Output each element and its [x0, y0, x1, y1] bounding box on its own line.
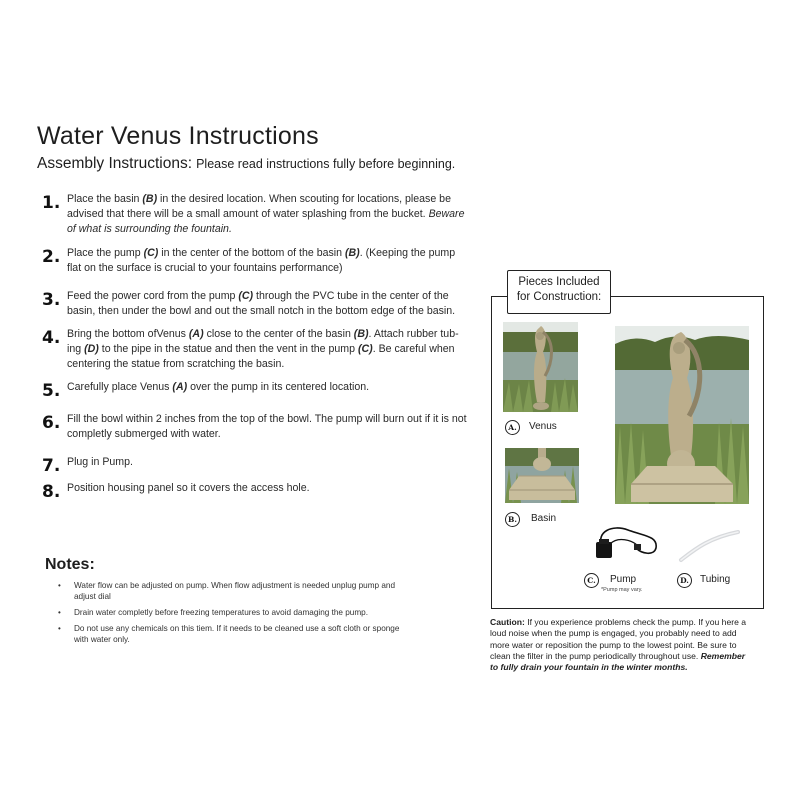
step-text-run: through the PVC tube in the center of the basin, then under the bowl and out the small notch in the bottom edge of the basin.: [67, 290, 456, 317]
step-text-run: over the pump in its centered location.: [187, 381, 370, 393]
step-text-run: in the desired location. When scouting for locations, please be advised that there will be a small amount of water splashing from the bucket.: [67, 193, 451, 220]
note-item: • Drain water completly before freezing temperatures to avoid damaging the pump.: [58, 607, 408, 618]
badge-d: D.: [677, 573, 692, 588]
notes-list: [58, 580, 408, 650]
step-text: [67, 327, 472, 372]
venus-photo: [503, 322, 578, 412]
step-text-run: . Attach rubber tub-ing: [67, 328, 459, 355]
step-text-run: Plug in Pump.: [67, 456, 133, 468]
subtitle-rest: Please read instructions fully before beginning.: [196, 157, 456, 171]
step-text-run: Position housing panel so it covers the access hole.: [67, 482, 310, 494]
step-text-run: (C): [238, 290, 254, 302]
step-text-run: Fill the bowl within 2 inches from the top of the bowl. The pump will burn out if it is not completly submerged with water.: [67, 413, 467, 440]
tubing-photo: [678, 528, 744, 564]
piece-label-pump: Pump: [610, 574, 637, 585]
step-text: [67, 412, 472, 442]
piece-label-venus: Venus: [529, 421, 557, 432]
page-subtitle: [37, 155, 455, 173]
page-title: Water Venus Instructions: [37, 122, 319, 150]
step-text-run: Place the pump: [67, 247, 144, 259]
step-text-run: close to the center of the basin: [203, 328, 354, 340]
step-text: [67, 246, 472, 276]
basin-photo-art: [505, 448, 579, 503]
step-text-run: . Be careful when centering the statue from scratching the basin.: [67, 343, 455, 370]
fountain-photo: [615, 326, 749, 504]
step-text-run: (C): [357, 343, 373, 355]
step-text-run: (C): [143, 247, 159, 259]
step-text: [67, 289, 472, 319]
pieces-label-line1: Pieces Included: [518, 276, 600, 288]
badge-c: C.: [584, 573, 599, 588]
step-text-run: to the pipe in the statue and then the vent in the pump: [98, 343, 358, 355]
step-text-run: (B): [353, 328, 369, 340]
basin-photo: [505, 448, 579, 503]
piece-label-tubing: Tubing: [700, 574, 731, 585]
step-text-run: Carefully place Venus: [67, 381, 173, 393]
step-number: 3.: [42, 290, 61, 310]
step-text: [67, 455, 472, 470]
step-number: 4.: [42, 328, 61, 348]
step-text-run: Beware of what is surrounding the fountain.: [67, 208, 465, 235]
step-text-run: in the center of the bottom of the basin: [158, 247, 345, 259]
note-item: • Do not use any chemicals on this tiem. If it needs to be cleaned use a soft cloth or sponge with water only.: [58, 623, 408, 645]
tubing-icon: [678, 528, 744, 564]
step-number: 8.: [42, 482, 61, 502]
step-number: 2.: [42, 247, 61, 267]
step-text-run: Feed the power cord from the pump: [67, 290, 239, 302]
note-item: • Water flow can be adjusted on pump. When flow adjustment is needed unplug pump and adjust dial: [58, 580, 408, 602]
pump-icon: [588, 522, 660, 564]
step-text-run: Bring the bottom ofVenus: [67, 328, 189, 340]
step-text: [67, 481, 472, 496]
caution-body: If you experience problems check the pump. If you here a loud noise when the pump is engaged, you probably need to add more water or reposition the pump to the lowest point. Be sure to clean the filter in the pump periodically throughout use.: [490, 617, 747, 661]
pieces-label: [507, 270, 611, 314]
badge-b: B.: [505, 512, 520, 527]
step-text-run: . (Keeping the pump flat on the surface is crucial to your fountains performance): [67, 247, 456, 274]
step-number: 1.: [42, 193, 61, 213]
pieces-label-line2: for Construction:: [516, 291, 602, 303]
notes-title: Notes:: [45, 556, 95, 573]
caution-lead: Caution:: [490, 617, 525, 627]
pump-note: *Pump may vary.: [601, 587, 643, 593]
piece-label-basin: Basin: [531, 513, 557, 524]
badge-a: A.: [505, 420, 520, 435]
step-text-run: (B): [344, 247, 360, 259]
step-text-run: (A): [188, 328, 204, 340]
step-text-run: (B): [142, 193, 158, 205]
step-text-run: Place the basin: [67, 193, 143, 205]
pump-photo: [588, 522, 660, 564]
step-number: 5.: [42, 381, 61, 401]
caution-note: [490, 617, 755, 673]
subtitle-lead: Assembly Instructions:: [37, 155, 193, 172]
step-number: 6.: [42, 413, 61, 433]
step-text: [67, 192, 472, 237]
step-number: 7.: [42, 456, 61, 476]
caution-emphasis: Remember to fully drain your fountain in the winter months.: [490, 650, 746, 673]
step-text-run: (A): [172, 381, 188, 393]
fountain-photo-art: [615, 326, 749, 504]
step-text: [67, 380, 472, 395]
step-text-run: (D): [84, 343, 99, 355]
venus-photo-art: [503, 322, 578, 412]
